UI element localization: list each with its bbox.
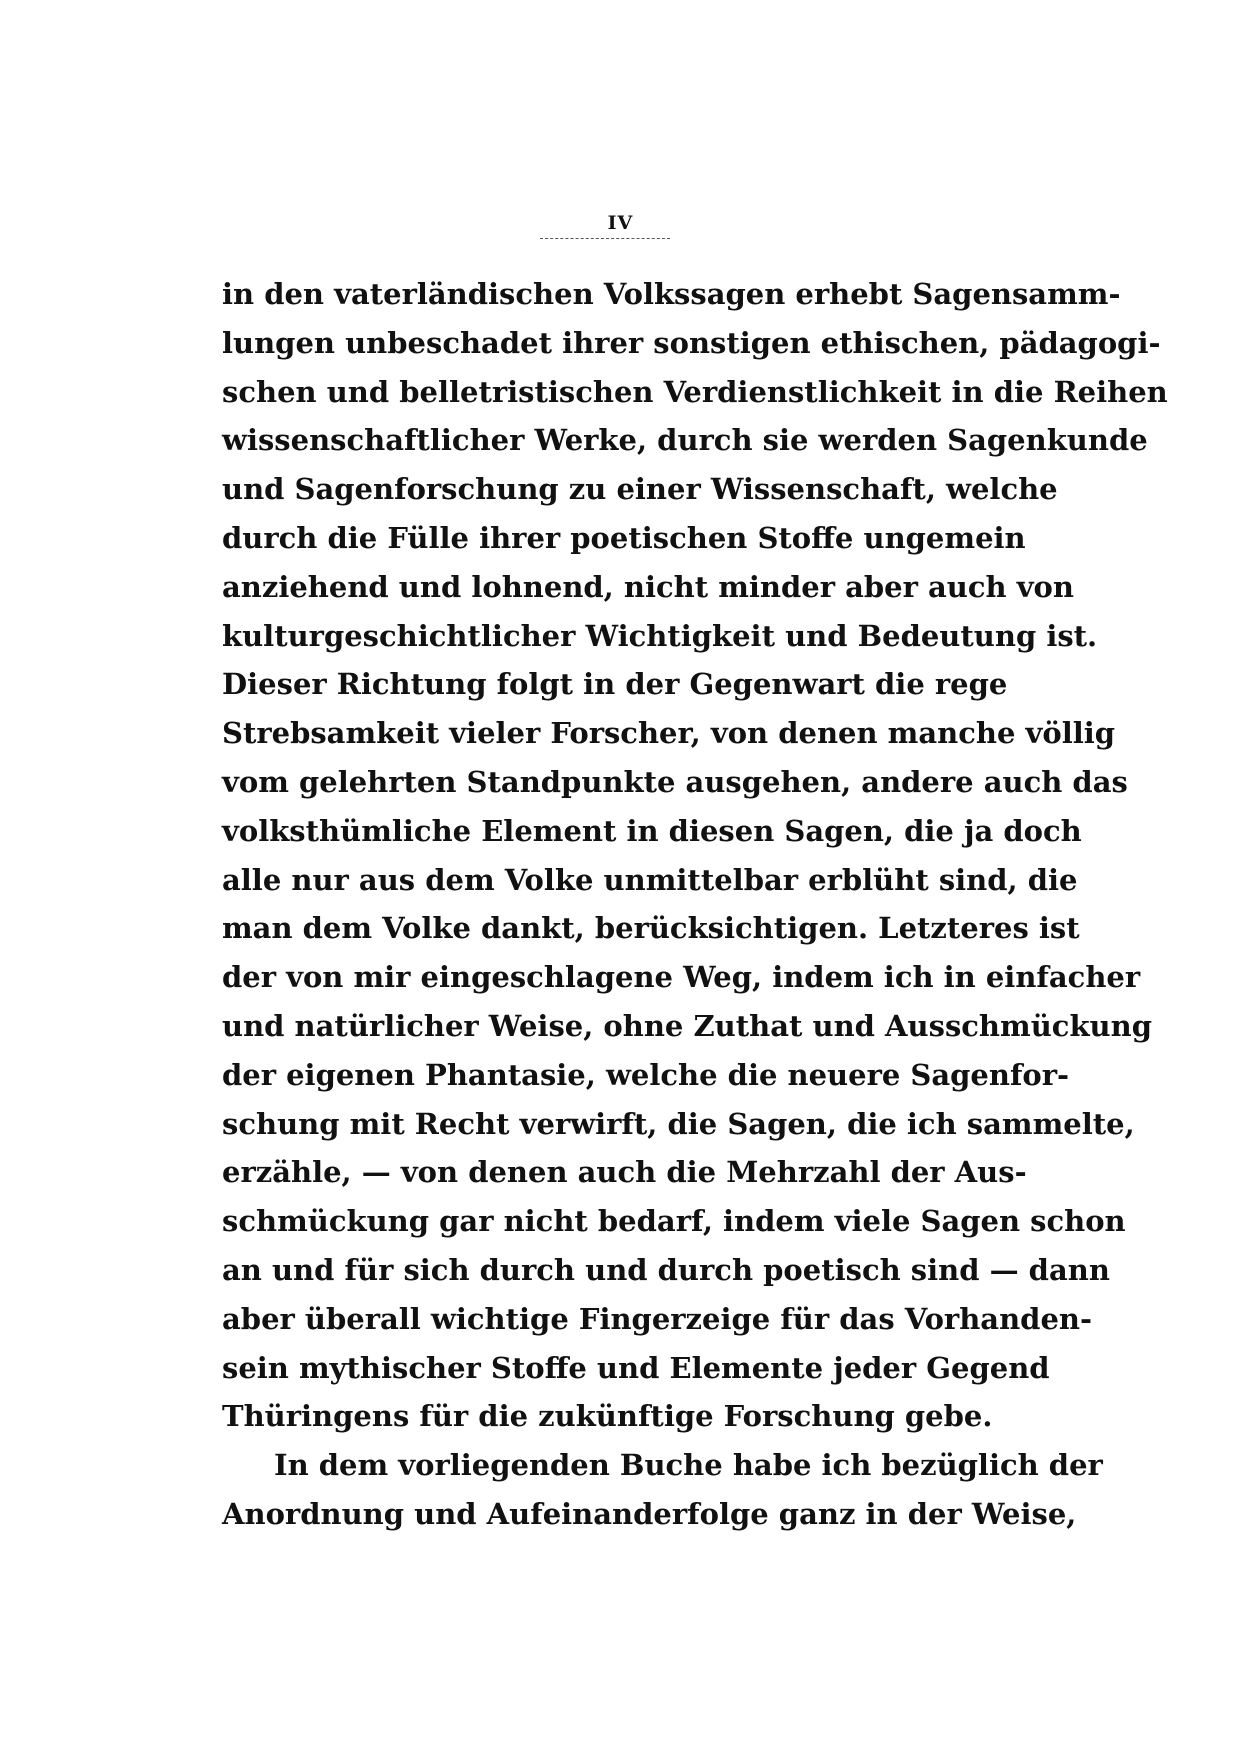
text-line: anziehend und lohnend, nicht minder aber auch von bbox=[222, 569, 1074, 604]
text-line: aber überall wichtige Fingerzeige für das Vorhanden- bbox=[222, 1301, 1093, 1336]
text-line: in den vaterländischen Volkssagen erhebt Sagensamm- bbox=[222, 277, 1121, 311]
text-line: erzähle, — von denen auch die Mehrzahl der Aus- bbox=[222, 1155, 1027, 1190]
text-line: kulturgeschichtlicher Wichtigkeit und Bedeutung ist. bbox=[222, 618, 1098, 653]
text-line: und Sagenforschung zu einer Wissenschaft, welche bbox=[222, 472, 1058, 507]
paragraph-2 bbox=[222, 1441, 1103, 1539]
text-line: der eigenen Phantasie, welche die neuere Sagenfor- bbox=[222, 1057, 1070, 1092]
text-line: volksthümliche Element in diesen Sagen, die ja doch bbox=[222, 813, 1082, 848]
paragraph-1 bbox=[222, 270, 1168, 1441]
text-line: der von mir eingeschlagene Weg, indem ich in einfacher bbox=[222, 960, 1141, 995]
text-line: Thüringens für die zukünftige Forschung gebe. bbox=[222, 1399, 993, 1434]
text-line: schen und belletristischen Verdienstlichkeit in die Reihen bbox=[222, 374, 1168, 409]
header-rule bbox=[540, 238, 670, 239]
text-line: Strebsamkeit vieler Forscher, von denen manche völlig bbox=[222, 716, 1116, 751]
text-line: In dem vorliegenden Buche habe ich bezüglich der bbox=[274, 1448, 1103, 1483]
text-line: sein mythischer Stoffe und Elemente jeder Gegend bbox=[222, 1350, 1050, 1385]
text-line: durch die Fülle ihrer poetischen Stoffe ungemein bbox=[222, 520, 1026, 555]
text-line: schung mit Recht verwirft, die Sagen, die ich sammelte, bbox=[222, 1106, 1135, 1141]
text-line: an und für sich durch und durch poetisch sind — dann bbox=[222, 1252, 1110, 1287]
text-line: vom gelehrten Standpunkte ausgehen, andere auch das bbox=[222, 764, 1128, 799]
page-number: IV bbox=[607, 212, 634, 234]
text-line: alle nur aus dem Volke unmittelbar erblüht sind, die bbox=[222, 862, 1078, 897]
text-line: man dem Volke dankt, berücksichtigen. Letzteres ist bbox=[222, 911, 1080, 946]
body-text bbox=[222, 270, 1168, 1539]
text-line: schmückung gar nicht bedarf, indem viele Sagen schon bbox=[222, 1204, 1126, 1239]
text-line: lungen unbeschadet ihrer sonstigen ethischen, pädagogi- bbox=[222, 325, 1161, 360]
text-line: und natürlicher Weise, ohne Zuthat und Ausschmückung bbox=[222, 1008, 1152, 1043]
text-line: wissenschaftlicher Werke, durch sie werden Sagenkunde bbox=[222, 423, 1148, 458]
text-line: Anordnung und Aufeinanderfolge ganz in der Weise, bbox=[222, 1496, 1077, 1531]
text-line: Dieser Richtung folgt in der Gegenwart die rege bbox=[222, 667, 1008, 702]
